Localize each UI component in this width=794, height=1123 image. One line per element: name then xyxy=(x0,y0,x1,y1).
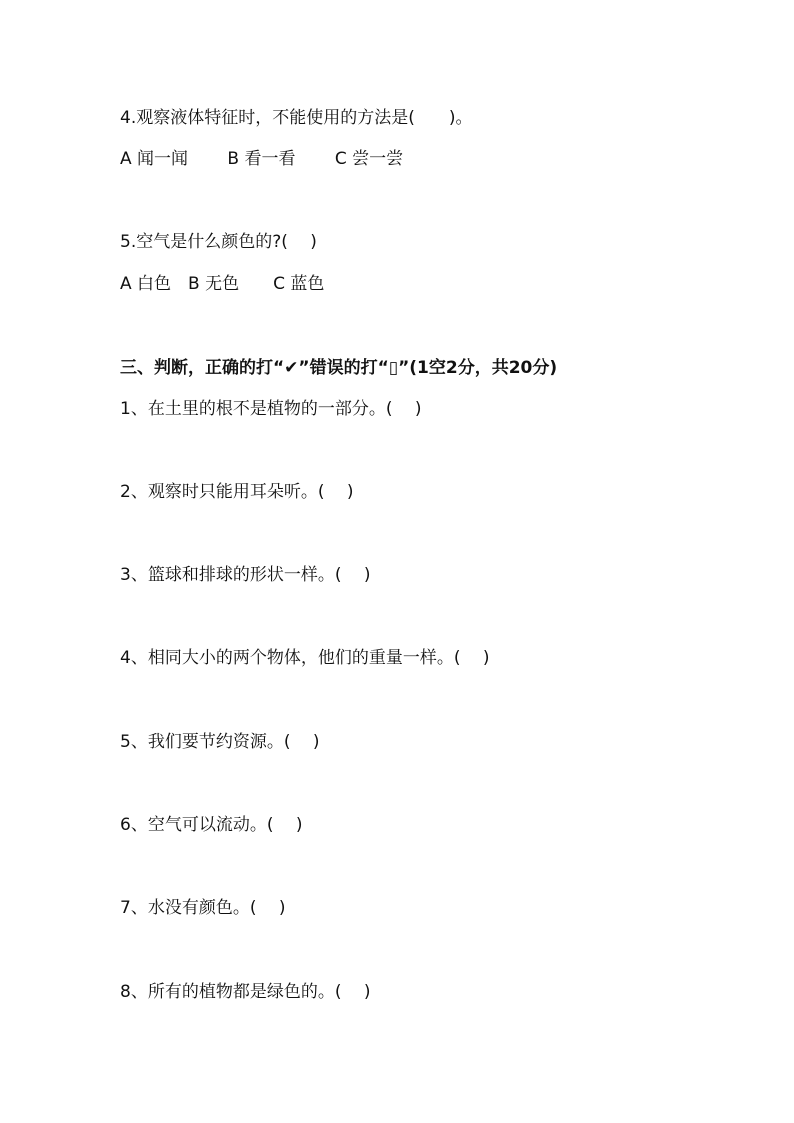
judgment-item-1: 1、在土里的根不是植物的一部分。( ) xyxy=(120,399,422,419)
question-5-stem: 5.空气是什么颜色的?( ) xyxy=(120,232,317,252)
judgment-item-5: 5、我们要节约资源。( ) xyxy=(120,732,320,752)
judgment-item-6: 6、空气可以流动。( ) xyxy=(120,815,303,835)
section-3-heading: 三、判断，正确的打“✔”错误的打“▯”(1空2分，共20分) xyxy=(120,358,558,378)
judgment-item-3: 3、篮球和排球的形状一样。( ) xyxy=(120,565,371,585)
question-4-stem: 4.观察液体特征时，不能使用的方法是( )。 xyxy=(120,108,473,128)
question-5-options: A 白色 B 无色 C 蓝色 xyxy=(120,274,325,294)
judgment-item-8: 8、所有的植物都是绿色的。( ) xyxy=(120,982,371,1002)
judgment-item-2: 2、观察时只能用耳朵听。( ) xyxy=(120,482,354,502)
judgment-item-7: 7、水没有颜色。( ) xyxy=(120,898,286,918)
judgment-item-4: 4、相同大小的两个物体，他们的重量一样。( ) xyxy=(120,648,490,668)
question-4-options: A 闻一闻 B 看一看 C 尝一尝 xyxy=(120,149,404,169)
